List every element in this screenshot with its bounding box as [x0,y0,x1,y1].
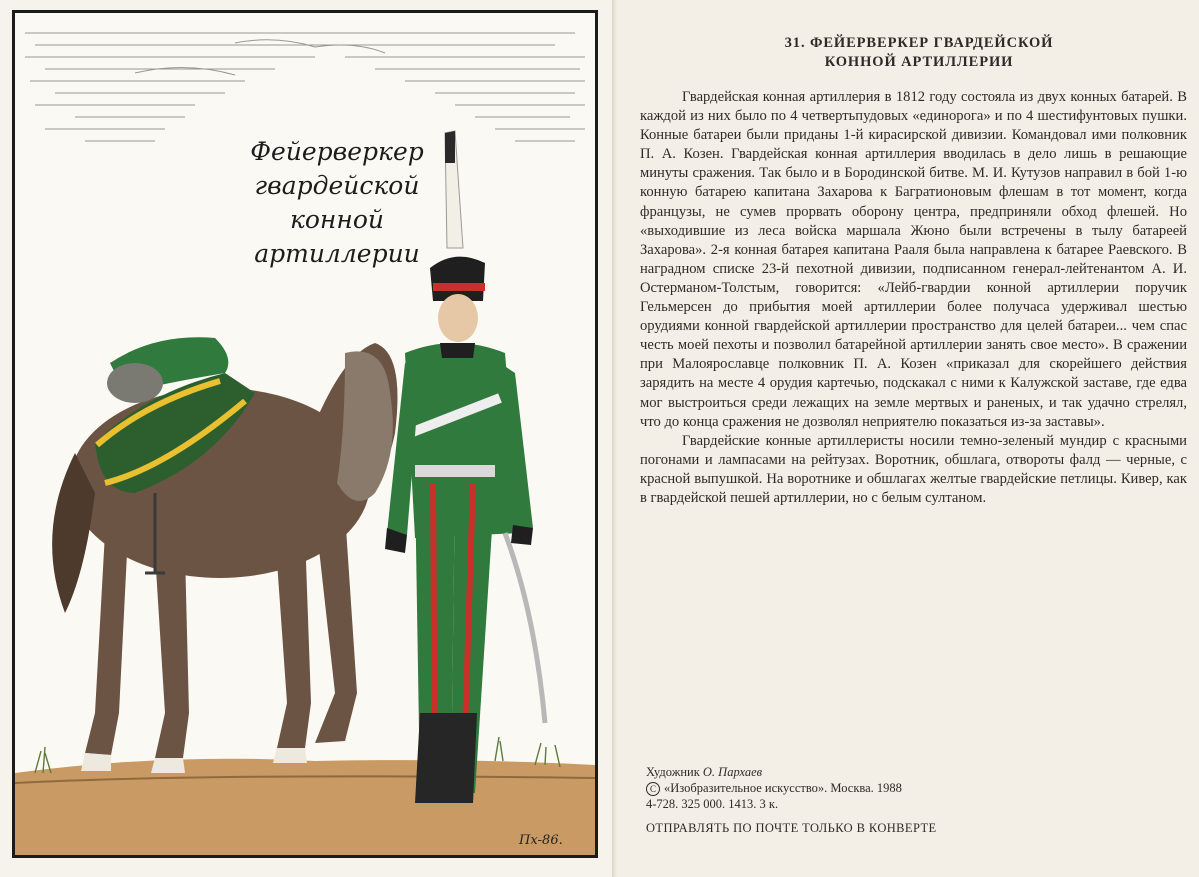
paragraph: Гвардейская конная артиллерия в 1812 году состояла из двух конных батарей. В каждой из них было по 4 четвертьпудовых «единорога» и по 4 шестифунтовых пушки. Конные батареи были приданы 1-й кирасирской дивизии. Командовал ими полковник П. А. Козен. Гвардейская конная артиллерия вводилась в дело лишь в решающие минуты сражения. Так было и в Бородинской битве. М. И. Кутузов направил в бой 1-ю конную батарею капитана Захарова к Багратионовым флешам в тот момент, когда французы, не сумев прорвать оборону центра, предприняли обход флешей. Но «выходившие из леса войска маршала Жюно были встречены в тылу батареей Захарова». 2-я конная батарея капитана Рааля была направлена к батарее Раевского. В наградном списке 23-й пехотной дивизии, подписанном генерал-лейтенантом А. И. Остерманом-Толстым, говорится: «Лейб-гвардии конной артиллерии поручик Гельмерсен до прибытия моей артиллерии более получаса удерживал шестью орудиями конной гвардейской артиллерии пространство для целей батареи... чем спас честь моей пехоты и позволил батарейной артиллерии занять свое место». В сражении при Малоярославце полковник П. А. Козен «приказал для скорейшего действия зарядить на месте 4 орудия картечью, подскакал с ними к Калужской заставе, где едва мог выстроиться среди лежащих на земле мертвых и раненых, и так удачно стрелял, что до конца сражения не дозволял неприятелю показаться из-за заставы». [640,89,1187,430]
artist-name: О. Пархаев [702,765,763,779]
text-page [640,34,1192,864]
plate-title-line: гвардейской [254,171,420,200]
artist-label: Художник [646,765,700,779]
imprint [646,764,902,812]
catalog-line: 4-728. 325 000. 1413. 3 к. [646,797,779,811]
page-fold [612,0,617,877]
plate-title-line: Фейерверкер [250,137,424,166]
heading-line: КОННОЙ АРТИЛЛЕРИИ [824,54,1014,70]
sky-clouds [25,33,585,141]
artist-credit [646,764,902,780]
copyright-icon: C [646,782,660,796]
plate-title-line: конной [289,205,385,234]
paragraph: Гвардейские конные артиллеристы носили темно-зеленый мундир с красными погонами и лампасами на рейтузах. Воротник, обшлага, отвороты фалд — черные, с красной выпушкой. На воротнике и обшлагах желтые гвардейские петлицы. Кивер, как в гвардейской пешей артиллерии, но с белым султаном. [640,432,1187,506]
heading-line: 31. ФЕЙЕРВЕРКЕР ГВАРДЕЙСКОЙ [784,35,1054,51]
page-heading [646,34,1192,72]
ground [15,759,595,855]
illustration-frame [12,10,598,858]
body-text [640,88,1187,508]
publisher-credit [646,780,902,796]
publisher-line: «Изобразительное искусство». Москва. 1988 [664,781,902,795]
mail-note: ОТПРАВЛЯТЬ ПО ПОЧТЕ ТОЛЬКО В КОНВЕРТЕ [646,821,937,835]
plate-title [237,135,437,271]
plate-title-line: артиллерии [254,239,420,268]
artist-signature: Пх-86. [519,833,563,848]
